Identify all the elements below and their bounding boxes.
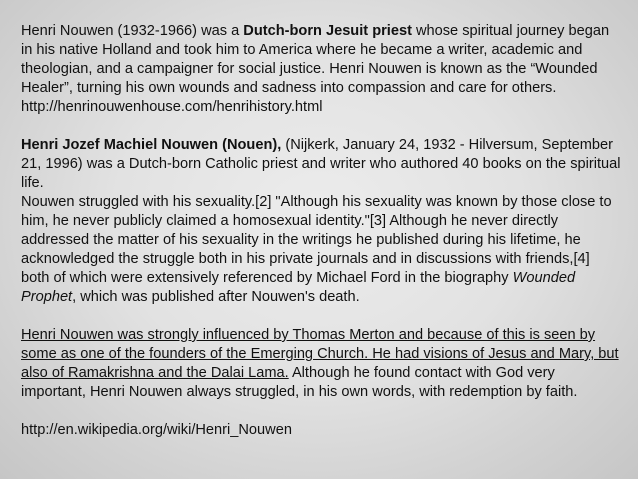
para3-rest: Although he found contact with God very important, Henri Nouwen always struggled, in his own words, with redemption by faith. <box>21 365 578 400</box>
merton-influence-paragraph <box>21 326 621 402</box>
wikipedia-url: http://en.wikipedia.org/wiki/Henri_Nouwen <box>21 422 292 438</box>
para1-intro: Henri Nouwen (1932-1966) was a <box>21 23 244 39</box>
underlined-text: Henri Nouwen was strongly influenced by Thomas Merton and because of this is seen by some as one of the founders of the Emerging Church. He had visions of Jesus and Mary, but also of Ramakrishna and the Dalai Lama. <box>21 327 619 381</box>
para1-rest: whose spiritual journey began in his native Holland and took him to America where he became a writer, academic and theologian, and a campaigner for social justice. Henri Nouwen is known as the “Wounded Healer”, turning his own wounds and sadness into compassion and care for others. <box>21 23 610 96</box>
para1-bold-phrase: Dutch-born Jesuit priest <box>243 23 412 39</box>
wikipedia-url-paragraph <box>21 421 621 440</box>
book-title-italic: Wounded Prophet <box>21 270 576 305</box>
wikipedia-bio-paragraph <box>21 136 621 307</box>
slide-text-block <box>21 22 621 440</box>
para2-body-start: Nouwen struggled with his sexuality.[2] "Although his sexuality was known by those close to him, he never publicly claimed a homosexual identity."[3] Although he never directly addressed the matter of his sexuality in the writings he published during his lifetime, he acknowledged the struggle both in his private journals and in discussions with friends,[4] both of which were extensively referenced by Michael Ford in the biography <box>21 194 612 286</box>
para2-rest: (Nijkerk, January 24, 1932 - Hilversum, September 21, 1996) was a Dutch-born Catholic priest and writer who authored 40 books on the spiritual life. <box>21 137 621 191</box>
nouwen-house-paragraph <box>21 22 621 117</box>
nouwen-house-url: http://henrinouwenhouse.com/henrihistory.html <box>21 99 323 115</box>
full-name-bold: Henri Jozef Machiel Nouwen (Nouen), <box>21 137 282 153</box>
para2-body-end: , which was published after Nouwen's death. <box>72 289 360 305</box>
